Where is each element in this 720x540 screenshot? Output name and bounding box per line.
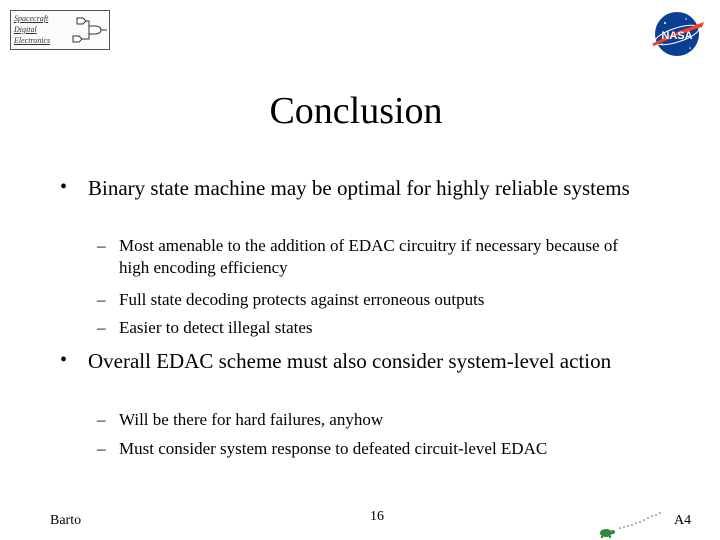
footer-page-number: 16 bbox=[370, 509, 384, 524]
dash-marker: – bbox=[97, 318, 106, 337]
spacecraft-digital-electronics-logo bbox=[10, 10, 110, 50]
dash-marker: – bbox=[97, 410, 106, 429]
logo-line-electronics: Electronics bbox=[14, 36, 51, 45]
slide-title: Conclusion bbox=[269, 90, 443, 132]
footer-slide-code: A4 bbox=[674, 513, 692, 528]
turtle-trail-icon bbox=[596, 508, 664, 540]
nasa-logo-text: NASA bbox=[661, 30, 693, 42]
logic-gate-icon bbox=[11, 11, 109, 49]
sub-bullet-text: Must consider system response to defeated circuit-level EDAC bbox=[119, 439, 548, 458]
dash-marker: – bbox=[97, 290, 106, 309]
bullet-text: Binary state machine may be optimal for highly reliable systems bbox=[88, 176, 630, 200]
dash-marker: – bbox=[97, 439, 106, 458]
footer-author: Barto bbox=[50, 513, 82, 528]
sub-bullet-text: Most amenable to the addition of EDAC circuitry if necessary because of high encoding efficiency bbox=[119, 236, 618, 277]
sub-bullet-text: Will be there for hard failures, anyhow bbox=[119, 410, 384, 429]
sub-bullet-text: Full state decoding protects against erroneous outputs bbox=[119, 290, 485, 309]
bullet-text: Overall EDAC scheme must also consider system-level action bbox=[88, 349, 612, 373]
nasa-logo bbox=[648, 10, 706, 58]
sub-bullet-text: Easier to detect illegal states bbox=[119, 318, 313, 337]
logo-line-digital: Digital bbox=[14, 25, 37, 34]
bullet-marker: • bbox=[60, 176, 68, 198]
logo-line-spacecraft: Spacecraft bbox=[14, 14, 49, 23]
bullet-marker: • bbox=[60, 349, 68, 371]
dash-marker: – bbox=[97, 236, 106, 255]
